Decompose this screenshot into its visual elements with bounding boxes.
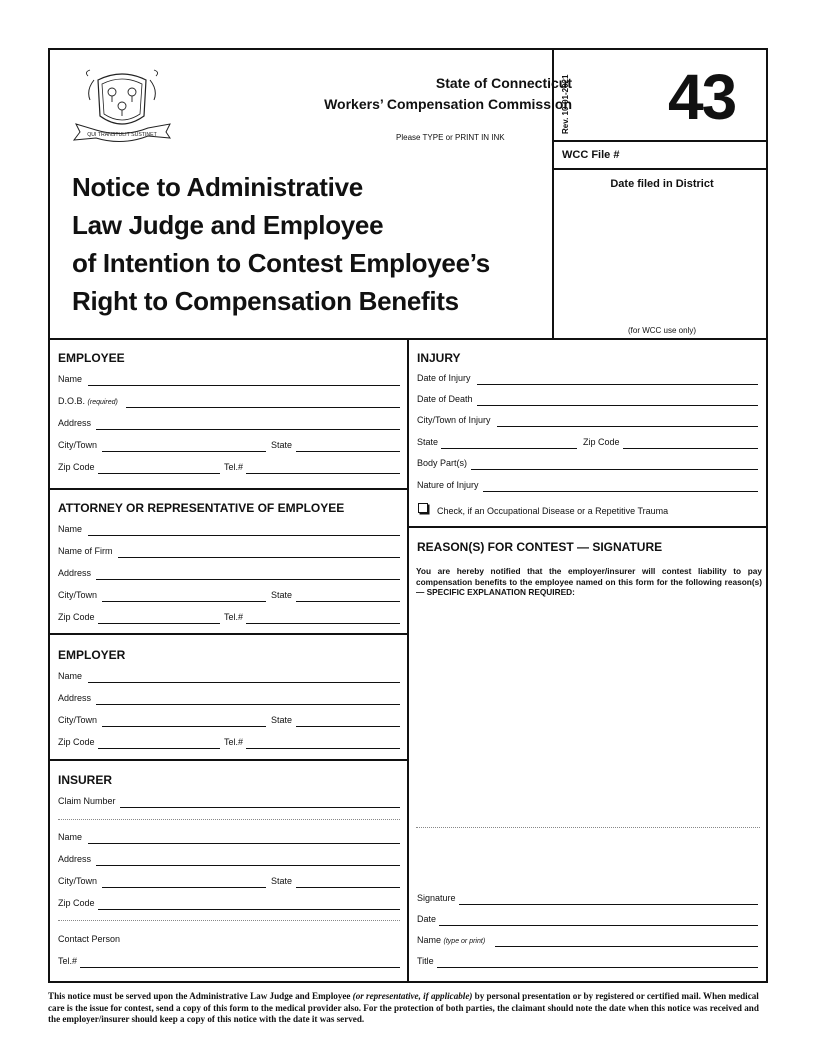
insurer-zip-field[interactable]	[98, 909, 400, 910]
employer-tel-label: Tel.#	[224, 737, 244, 747]
insurer-dotted-divider-2	[58, 920, 400, 921]
employee-name-row	[58, 374, 400, 388]
injury-date-label: Date of Injury	[417, 373, 471, 383]
sign-date-field[interactable]	[439, 925, 758, 926]
employer-city-field[interactable]	[102, 726, 266, 727]
insurer-city-field[interactable]	[102, 887, 266, 888]
attorney-tel-field[interactable]	[246, 623, 400, 624]
attorney-state-field[interactable]	[296, 601, 400, 602]
attorney-state-label: State	[271, 590, 293, 600]
employee-name-label: Name	[58, 374, 83, 384]
footer-instructions	[48, 991, 766, 1026]
seal-motto: QUI TRANSTULIT SUSTINET	[87, 132, 157, 138]
death-date-label: Date of Death	[417, 394, 473, 404]
sign-date-label: Date	[417, 914, 437, 924]
employer-heading: EMPLOYER	[58, 648, 126, 662]
insurer-tel-field[interactable]	[80, 967, 400, 968]
injury-state-label: State	[417, 437, 439, 447]
reasons-explanation-area[interactable]	[414, 602, 762, 818]
state-name: State of Connecticut	[435, 75, 572, 91]
employee-address-row	[58, 418, 400, 432]
death-date-row	[417, 394, 759, 408]
attorney-name-row	[58, 524, 400, 538]
signer-name-note: (type or print)	[443, 938, 486, 945]
employer-zip-field[interactable]	[98, 748, 220, 749]
insurer-tel-label: Tel.#	[58, 956, 78, 966]
insurer-name-row	[58, 832, 400, 846]
insurer-name-field[interactable]	[88, 843, 400, 844]
employee-name-field[interactable]	[88, 385, 400, 386]
death-date-field[interactable]	[477, 405, 758, 406]
attorney-zip-row	[58, 612, 400, 626]
attorney-firm-row	[58, 546, 400, 560]
injury-city-field[interactable]	[497, 426, 758, 427]
employee-bottom-rule	[48, 488, 409, 490]
employee-zip-label: Zip Code	[58, 462, 95, 472]
signer-name-row	[417, 935, 759, 949]
insurer-claim-label: Claim Number	[58, 796, 116, 806]
attorney-address-label: Address	[58, 568, 92, 578]
insurer-address-field[interactable]	[96, 865, 400, 866]
injury-bottom-rule	[407, 526, 768, 528]
attorney-address-field[interactable]	[96, 579, 400, 580]
nature-label: Nature of Injury	[417, 480, 479, 490]
employee-city-field[interactable]	[102, 451, 266, 452]
employer-city-label: City/Town	[58, 715, 98, 725]
employer-address-label: Address	[58, 693, 92, 703]
date-filed-stamp-area[interactable]	[556, 196, 764, 322]
employer-zip-label: Zip Code	[58, 737, 95, 747]
employee-state-label: State	[271, 440, 293, 450]
wcc-file-label: WCC File #	[562, 149, 620, 161]
body-parts-label: Body Part(s)	[417, 458, 468, 468]
occupational-disease-checkbox[interactable]	[418, 503, 428, 513]
attorney-city-row	[58, 590, 400, 604]
attorney-tel-label: Tel.#	[224, 612, 244, 622]
injury-zip-field[interactable]	[623, 448, 758, 449]
employer-bottom-rule	[48, 759, 409, 761]
employer-city-row	[58, 715, 400, 729]
footer-part-3: by personal presentation or by registered or certified mail. When medical care is the issue for contest, send a copy of this form to the medical provider also. For the protection of both parties, the claimant should note the date when this notice was received and the employer/insurer should keep a copy of this notice with the date it was served.	[48, 991, 759, 1024]
print-note: Please TYPE or PRINT IN INK	[396, 133, 505, 142]
reasons-heading: REASON(S) FOR CONTEST — SIGNATURE	[417, 540, 663, 554]
injury-date-field[interactable]	[477, 384, 758, 385]
attorney-firm-label: Name of Firm	[58, 546, 113, 556]
revision-label: Rev. 10-01-2021	[561, 74, 570, 134]
injury-city-label: City/Town of Injury	[417, 415, 491, 425]
insurer-contact-row	[58, 934, 400, 948]
attorney-zip-field[interactable]	[98, 623, 220, 624]
footer-part-2: (or representative, if applicable)	[352, 991, 473, 1001]
attorney-address-row	[58, 568, 400, 582]
employee-dob-row	[58, 396, 400, 410]
injury-state-row	[417, 437, 759, 451]
insurer-heading: INSURER	[58, 773, 113, 787]
signature-row	[417, 893, 759, 907]
footer-part-1: This notice must be served upon the Administrative Law Judge and Employee	[48, 991, 353, 1001]
employee-dob-label	[58, 396, 118, 406]
insurer-state-label: State	[271, 876, 293, 886]
employee-zip-field[interactable]	[98, 473, 220, 474]
injury-zip-label: Zip Code	[583, 437, 620, 447]
reasons-dotted-divider	[416, 827, 760, 828]
insurer-claim-field[interactable]	[120, 807, 400, 808]
title-line-1: Notice to Administrative	[72, 172, 363, 202]
title-line-3: of Intention to Contest Employee’s	[72, 248, 490, 278]
attorney-bottom-rule	[48, 633, 409, 635]
signer-name-text: Name	[417, 935, 442, 945]
attorney-name-field[interactable]	[88, 535, 400, 536]
sign-date-row	[417, 914, 759, 928]
signature-label: Signature	[417, 893, 456, 903]
employee-zip-row	[58, 462, 400, 476]
employer-state-label: State	[271, 715, 293, 725]
signature-field[interactable]	[459, 904, 758, 905]
wcc-file-field[interactable]	[630, 144, 764, 166]
wcc-file-top-rule	[552, 140, 768, 142]
dob-required-note: (required)	[87, 399, 118, 406]
employer-name-field[interactable]	[88, 682, 400, 683]
page-title	[72, 168, 490, 320]
insurer-contact-label: Contact Person	[58, 934, 121, 944]
attorney-name-label: Name	[58, 524, 83, 534]
attorney-heading: ATTORNEY OR REPRESENTATIVE OF EMPLOYEE	[58, 501, 345, 515]
insurer-zip-row	[58, 898, 400, 912]
contest-notice-text: You are hereby notified that the employer/insurer will contest liability to pay compensation benefits to the employee named on this form for the following reason(s) — SPECIFIC EXPLANATION REQUIRED:	[416, 566, 762, 597]
employee-city-row	[58, 440, 400, 454]
injury-heading: INJURY	[417, 351, 461, 365]
employee-address-label: Address	[58, 418, 92, 428]
employee-address-field[interactable]	[96, 429, 400, 430]
signer-name-field[interactable]	[495, 946, 758, 947]
employer-zip-row	[58, 737, 400, 751]
insurer-dotted-divider-1	[58, 819, 400, 820]
signer-title-field[interactable]	[437, 967, 758, 968]
form-number: 43	[668, 61, 736, 133]
employee-tel-label: Tel.#	[224, 462, 244, 472]
insurer-tel-row	[58, 956, 400, 970]
date-filed-label: Date filed in District	[610, 178, 714, 190]
injury-state-field[interactable]	[441, 448, 577, 449]
employee-state-field[interactable]	[296, 451, 400, 452]
employer-address-row	[58, 693, 400, 707]
employer-state-field[interactable]	[296, 726, 400, 727]
nature-row	[417, 480, 759, 494]
attorney-firm-field[interactable]	[118, 557, 400, 558]
employer-name-label: Name	[58, 671, 83, 681]
employee-tel-field[interactable]	[246, 473, 400, 474]
attorney-zip-label: Zip Code	[58, 612, 95, 622]
signer-name-label	[417, 935, 485, 945]
title-line-4: Right to Compensation Benefits	[72, 286, 459, 316]
insurer-claim-row	[58, 796, 400, 810]
employee-heading: EMPLOYEE	[58, 351, 125, 365]
attorney-city-label: City/Town	[58, 590, 98, 600]
employer-address-field[interactable]	[96, 704, 400, 705]
injury-city-row	[417, 415, 759, 429]
employer-tel-field[interactable]	[246, 748, 400, 749]
insurer-zip-label: Zip Code	[58, 898, 95, 908]
body-parts-row	[417, 458, 759, 472]
insurer-address-label: Address	[58, 854, 92, 864]
insurer-city-label: City/Town	[58, 876, 98, 886]
insurer-city-row	[58, 876, 400, 890]
employer-name-row	[58, 671, 400, 685]
insurer-name-label: Name	[58, 832, 83, 842]
insurer-state-field[interactable]	[296, 887, 400, 888]
wcc-file-bottom-rule	[552, 168, 768, 170]
signer-title-label: Title	[417, 956, 434, 966]
column-divider	[407, 338, 409, 983]
commission-name: Workers’ Compensation Commission	[324, 96, 572, 112]
dob-text: D.O.B.	[58, 396, 86, 406]
occupational-disease-label: Check, if an Occupational Disease or a Repetitive Trauma	[437, 506, 669, 516]
state-seal-icon	[72, 66, 174, 150]
employee-dob-field[interactable]	[126, 407, 400, 408]
insurer-address-row	[58, 854, 400, 868]
agency-block	[324, 73, 572, 115]
employee-city-label: City/Town	[58, 440, 98, 450]
signer-title-row	[417, 956, 759, 970]
nature-field[interactable]	[483, 491, 758, 492]
wcc-only-note: (for WCC use only)	[627, 326, 696, 335]
title-line-2: Law Judge and Employee	[72, 210, 384, 240]
body-parts-field[interactable]	[471, 469, 758, 470]
attorney-city-field[interactable]	[102, 601, 266, 602]
injury-date-row	[417, 373, 759, 387]
